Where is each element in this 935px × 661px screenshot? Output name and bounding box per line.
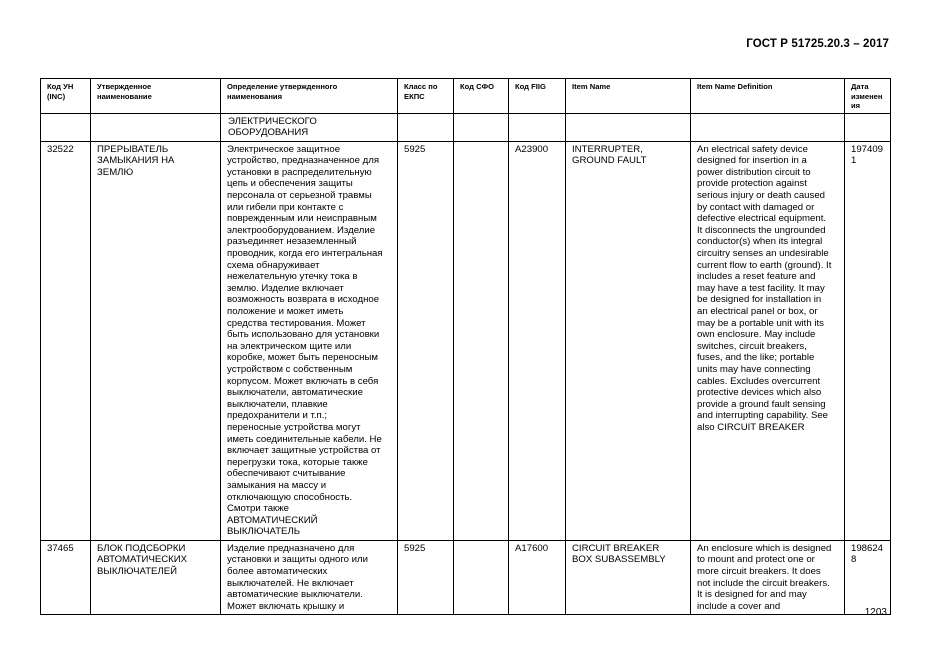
- table-row: [41, 141, 891, 540]
- col-header-fiig: Код FIIG: [509, 79, 566, 114]
- cell-inc: 37465: [41, 540, 91, 615]
- table-row: [41, 540, 891, 615]
- cell-item-definition: An enclosure which is designed to mount and protect one or more circuit breakers. It does not include the circuit breakers. It is designed for and may include a cover and: [691, 540, 845, 615]
- table-row-continuation: [41, 113, 891, 141]
- cell-inc: 32522: [41, 141, 91, 540]
- cell-definition: Изделие предназначено для установки и защиты одного или более автоматических выключателей. Не включает автоматические выключатели. Может включать крышку и: [221, 540, 398, 615]
- col-header-name: Утвержденное наименование: [91, 79, 221, 114]
- cell-ekps: 5925: [398, 540, 454, 615]
- col-header-item-definition: Item Name Definition: [691, 79, 845, 114]
- col-header-inc: Код УН (INC): [41, 79, 91, 114]
- cell-date: 1986248: [845, 540, 891, 615]
- cell-item-name: INTERRUPTER, GROUND FAULT: [566, 141, 691, 540]
- cell-sfo: [454, 540, 509, 615]
- cell-fiig: A23900: [509, 141, 566, 540]
- catalog-table: [40, 78, 891, 615]
- document-header: ГОСТ Р 51725.20.3 – 2017: [746, 38, 889, 50]
- cell-date: 1974091: [845, 141, 891, 540]
- cell-fiig: A17600: [509, 540, 566, 615]
- cell-definition: Электрическое защитное устройство, предназначенное для установки в распределительную цепь и обеспечения защиты персонала от серьезной травмы или гибели при контакте с поврежденным или неисправным электрооборудованием. Изделие разъединяет незаземленный проводник, когда его интегральная схема обнаруживает нежелательную утечку тока в землю. Изделие включает возможность возврата в исходное положение и может иметь средства тестирования. Может быть использовано для установки на электрическом щите или коробке, может быть переносным устройством с собственным корпусом. Может включать в себя выключатели, автоматические выключатели, плавкие предохранители и т.п.; переносные устройства могут иметь соединительные кабели. Не включает защитные устройства от перегрузки тока, которые также обеспечивают считывание замыкания на массу и отключающую способность. Смотри также АВТОМАТИЧЕСКИЙ ВЫКЛЮЧАТЕЛЬ: [221, 141, 398, 540]
- col-header-sfo: Код СФО: [454, 79, 509, 114]
- cell-name: ПРЕРЫВАТЕЛЬ ЗАМЫКАНИЯ НА ЗЕМЛЮ: [91, 141, 221, 540]
- continuation-definition: ЭЛЕКТРИЧЕСКОГО ОБОРУДОВАНИЯ: [221, 113, 398, 141]
- col-header-date: Дата изменения: [845, 79, 891, 114]
- table-header-row: [41, 79, 891, 114]
- cell-name: БЛОК ПОДСБОРКИ АВТОМАТИЧЕСКИХ ВЫКЛЮЧАТЕЛЕЙ: [91, 540, 221, 615]
- cell-item-definition: An electrical safety device designed for insertion in a power distribution circuit to provide protection against serious injury or death caused by contact with damaged or defective electrical equipment. It disconnects the ungrounded conductor(s) when its integral circuitry senses an undesirable current flow to earth (ground). It includes a reset feature and may have a test facility. It may be designed for installation in an electrical panel or box, or may be a portable unit with its own enclosure. May include switches, circuit breakers, fuses, and the like; portable units may have connecting cables. Excludes overcurrent protective devices which also provide a ground fault sensing and interrupting capability. See also CIRCUIT BREAKER: [691, 141, 845, 540]
- col-header-definition: Определение утвержденного наименования: [221, 79, 398, 114]
- page-number: 1203: [864, 607, 887, 618]
- cell-item-name: CIRCUIT BREAKER BOX SUBASSEMBLY: [566, 540, 691, 615]
- cell-ekps: 5925: [398, 141, 454, 540]
- col-header-item-name: Item Name: [566, 79, 691, 114]
- cell-sfo: [454, 141, 509, 540]
- col-header-ekps: Класс по ЕКПС: [398, 79, 454, 114]
